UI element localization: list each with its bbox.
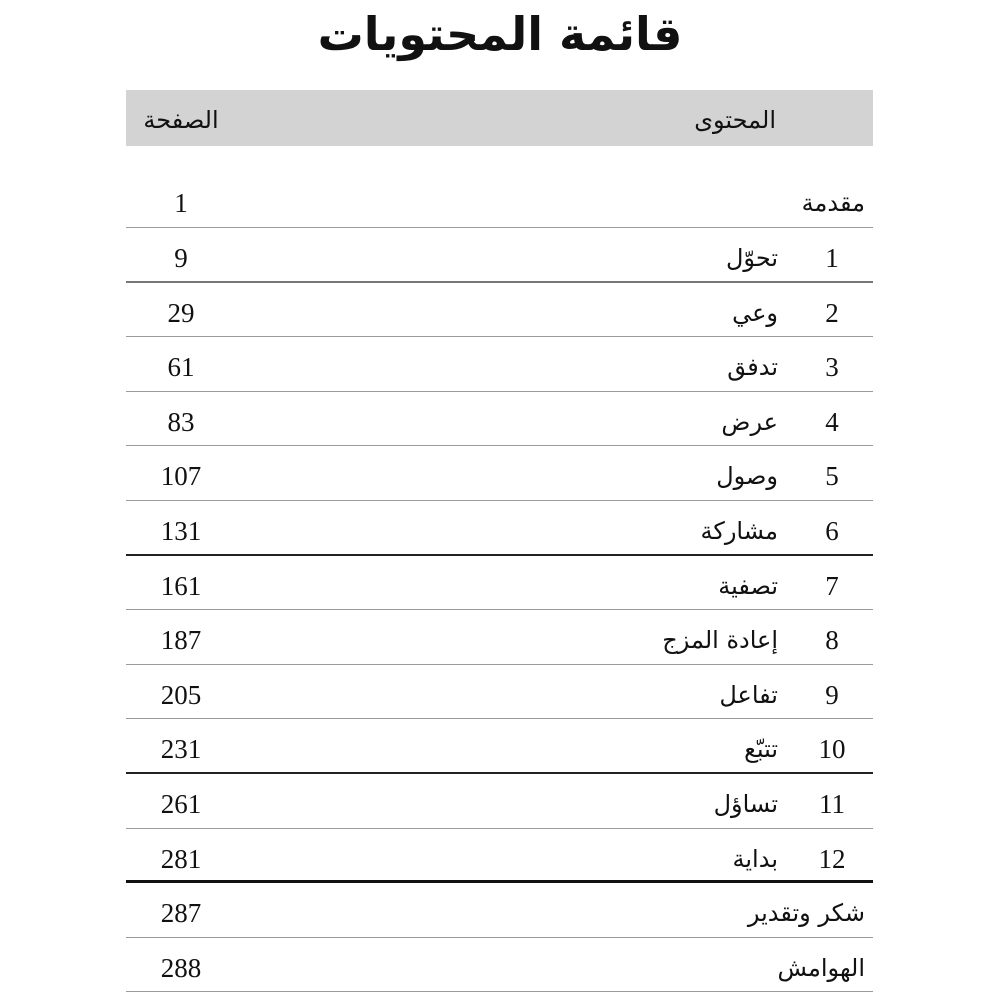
page-number: 288 (160, 952, 202, 983)
page-number: 29 (167, 297, 195, 328)
page-number: 1 (174, 188, 188, 219)
page-number: 61 (167, 352, 195, 383)
chapter-title: مشاركة (700, 516, 778, 545)
toc-row-chapter-2 (126, 283, 873, 338)
page-number: 83 (167, 406, 195, 437)
entry-title: شكر وتقدير (747, 899, 865, 928)
toc-row-notes (126, 938, 873, 993)
chapter-title: وعي (732, 298, 778, 327)
toc-row-chapter-10 (126, 719, 873, 774)
chapter-title: تفاعل (719, 680, 778, 709)
toc-row-chapter-6 (126, 501, 873, 556)
chapter-number: 10 (818, 734, 846, 765)
toc-row-chapter-8 (126, 610, 873, 665)
chapter-number: 7 (825, 570, 839, 601)
chapter-number: 9 (825, 679, 839, 710)
page-number: 187 (160, 625, 202, 656)
toc-row-chapter-9 (126, 665, 873, 720)
header-contents-label: المحتوى (694, 106, 776, 134)
page-number: 261 (160, 788, 202, 819)
chapter-title: تتبّع (744, 735, 778, 764)
chapter-title: إعادة المزج (662, 626, 778, 655)
page-number: 287 (160, 898, 202, 929)
page-number: 9 (174, 242, 188, 273)
chapter-title: عرض (721, 407, 778, 436)
chapter-title: بداية (732, 844, 778, 873)
page-number: 281 (160, 843, 202, 874)
toc-row-chapter-4 (126, 392, 873, 447)
chapter-number: 12 (818, 843, 846, 874)
page-number: 107 (160, 461, 202, 492)
chapter-title: تدفق (727, 353, 778, 382)
chapter-number: 11 (819, 788, 845, 819)
page-number: 231 (160, 734, 202, 765)
toc-row-acknowledgements (126, 883, 873, 938)
page-title: قائمة المحتويات (317, 7, 683, 61)
toc-row-chapter-7 (126, 556, 873, 611)
chapter-number: 4 (825, 406, 839, 437)
chapter-title: تساؤل (713, 789, 778, 818)
toc-row-chapter-11 (126, 774, 873, 829)
table-header (126, 90, 873, 146)
chapter-number: 6 (825, 515, 839, 546)
toc-row-chapter-5 (126, 446, 873, 501)
entry-title: الهوامش (777, 953, 865, 982)
header-page-label: الصفحة (143, 106, 219, 134)
chapter-number: 8 (825, 625, 839, 656)
toc-row-chapter-1 (126, 228, 873, 283)
chapter-title: وصول (716, 462, 778, 491)
toc-row-chapter-3 (126, 337, 873, 392)
page-number: 161 (160, 570, 202, 601)
chapter-title: تصفية (718, 571, 778, 600)
toc-row-chapter-12 (126, 829, 873, 884)
page-number: 205 (160, 679, 202, 710)
entry-title: مقدمة (801, 189, 865, 218)
toc-row-introduction (126, 173, 873, 228)
page-number: 131 (160, 515, 202, 546)
chapter-number: 1 (825, 242, 839, 273)
chapter-number: 5 (825, 461, 839, 492)
table-of-contents (126, 173, 873, 992)
chapter-number: 3 (825, 352, 839, 383)
chapter-title: تحوّل (725, 243, 778, 272)
chapter-number: 2 (825, 297, 839, 328)
